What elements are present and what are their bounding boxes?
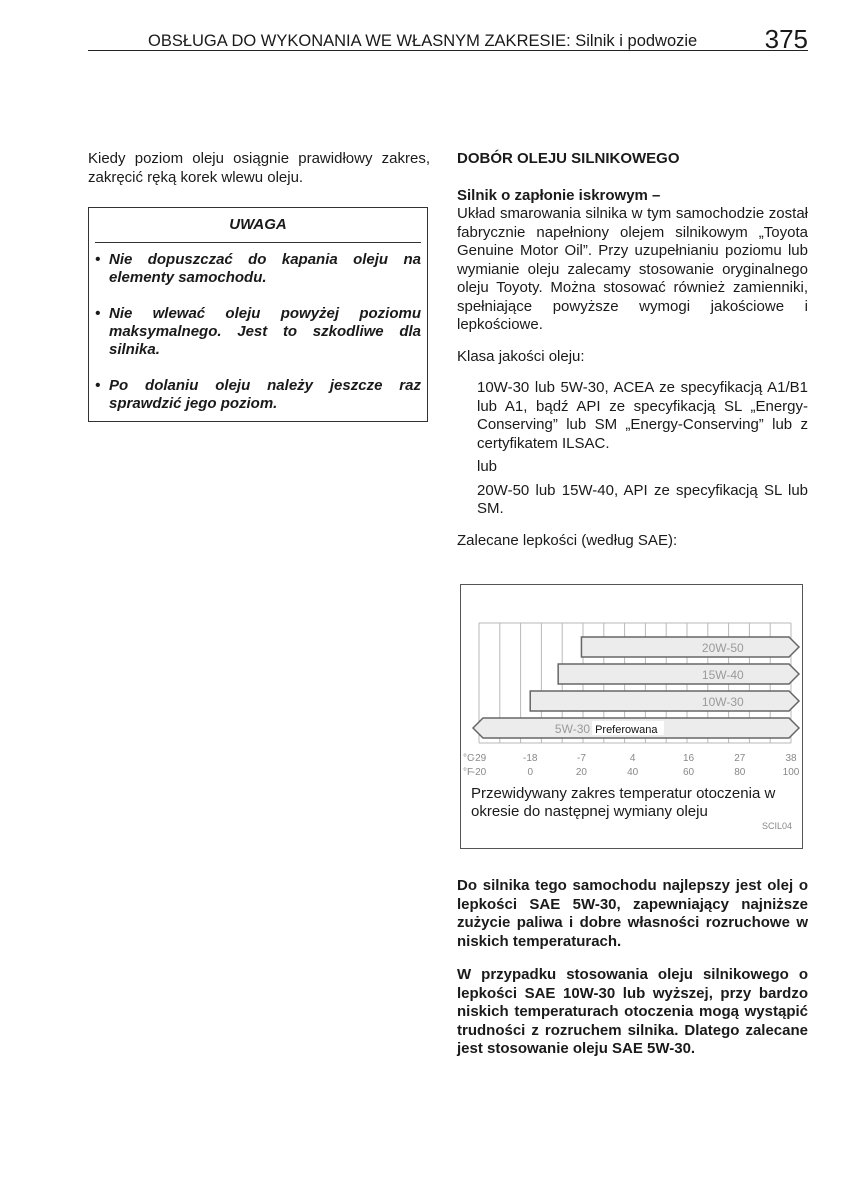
warning-item (95, 377, 421, 413)
header-title: OBSŁUGA DO WYKONANIA WE WŁASNYM ZAKRESIE: Silnik i podwozie (148, 32, 698, 50)
unit-f-label: °F (463, 767, 474, 778)
warning-divider (95, 242, 421, 243)
tick-label-c: -29 (471, 753, 487, 764)
warning-item (95, 305, 421, 359)
tick-label-f: 20 (575, 767, 588, 778)
warning-item-text: Po dolaniu oleju należy jeszcze raz sprawdzić jego poziom. (109, 377, 421, 412)
bar-label: 10W-30 (701, 695, 744, 709)
tick-label-f: 80 (734, 767, 746, 778)
unit-c-label: °C (463, 753, 475, 764)
warning-box (88, 207, 428, 422)
bullet-icon: • (95, 305, 101, 322)
section-heading: DOBÓR OLEJU SILNIKOWEGO (457, 150, 680, 167)
bullet-icon: • (95, 251, 101, 268)
tick-label-c: 38 (785, 753, 797, 764)
spec-2: 20W-50 lub 15W-40, API ze specyfikacją SL lub SM. (477, 481, 808, 517)
tick-label-f: 100 (782, 767, 800, 778)
viscosity-label: Zalecane lepkości (według SAE): (457, 531, 678, 549)
viscosity-bar (581, 637, 799, 657)
warning-list (95, 251, 421, 431)
tick-label-c: -7 (576, 753, 586, 764)
bullet-icon: • (95, 377, 101, 394)
tick-label-c: 27 (734, 753, 746, 764)
intro-oil-paragraph: Układ smarowania silnika w tym samochodzie został fabrycznie napełniony olejem silnikowym „Toyota Genuine Motor Oil”. Przy uzupełnianiu poziomu lub wymianie oleju zalecamy stosowanie oryginalnego oleju Toyoty. Można stosować również zamienniki, spełniające powyższe wymogi jakościowe i lepkościowe. (457, 205, 808, 333)
right-column (457, 150, 808, 550)
spec-1: 10W-30 lub 5W-30, ACEA ze specyfikacją A1/B1 lub A1, bądź API ze specyfikacją SL „Energy-Conserving” lub SM „Energy-Conserving” lub z certyfikatem ILSAC. (477, 379, 808, 452)
chart-caption: Przewidywany zakres temperatur otoczenia w okresie do następnej wymiany oleju (471, 785, 776, 820)
page-header (88, 24, 808, 54)
warning-title: UWAGA (229, 216, 287, 233)
intro-paragraph: Kiedy poziom oleju osiągnie prawidłowy zakres, zakręcić ręką korek wlewu oleju. (88, 150, 430, 186)
bar-label: 5W-30 (554, 722, 591, 736)
quality-label: Klasa jakości oleju: (457, 347, 585, 365)
subheading: Silnik o zapłonie iskrowym – (457, 186, 661, 204)
tick-label-c: 4 (629, 753, 636, 764)
note-paragraph-1: Do silnika tego samochodu najlepszy jest olej o lepkości SAE 5W-30, zapewniający najniższe zużycie paliwa i dobre własności rozruchowe w niskich temperaturach. (457, 877, 808, 950)
preferred-annotation: Preferowana (595, 724, 658, 736)
bar-label: 15W-40 (701, 668, 744, 682)
viscosity-chart-svg (461, 585, 804, 785)
warning-item (95, 251, 421, 287)
tick-label-f: 60 (682, 767, 695, 778)
tick-label-f: 40 (627, 767, 639, 778)
note-paragraph-2: W przypadku stosowania oleju silnikowego o lepkości SAE 10W-30 lub wyższej, przy bardzo niskich temperaturach otoczenia mogą wystąpić trudności z rozruchem silnika. Dlatego zalecane jest stosowanie oleju SAE 5W-30. (457, 966, 808, 1057)
viscosity-bar (530, 691, 799, 711)
viscosity-bar (558, 664, 799, 684)
left-column (88, 150, 430, 412)
viscosity-chart (460, 584, 803, 849)
page-number: 375 (764, 24, 808, 54)
chart-code: SCIL04 (761, 821, 792, 831)
bar-label: 20W-50 (701, 641, 744, 655)
tick-label-f: 0 (527, 767, 534, 778)
tick-label-c: 16 (682, 753, 695, 764)
warning-item-text: Nie wlewać oleju powyżej poziomu maksymalnego. Jest to szkodliwe dla silnika. (109, 305, 421, 358)
tick-label-f: -20 (471, 767, 487, 778)
spec-or: lub (477, 458, 498, 475)
tick-label-c: -18 (522, 753, 538, 764)
header-rule (88, 50, 808, 51)
warning-item-text: Nie dopuszczać do kapania oleju na elementy samochodu. (109, 251, 421, 286)
